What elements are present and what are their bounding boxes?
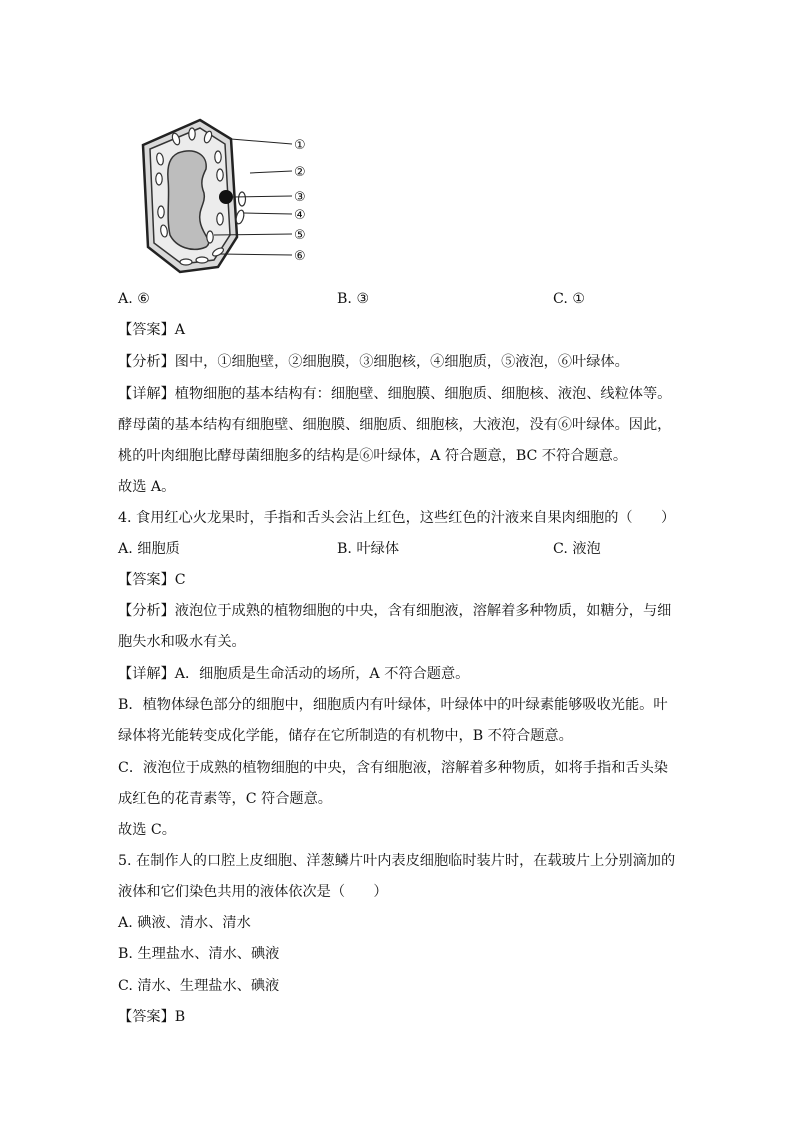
- leader-line-2: [250, 171, 292, 173]
- q5-answer: 【答案】B: [118, 1009, 186, 1025]
- q5-option-b: B. 生理盐水、清水、碘液: [118, 946, 280, 962]
- q4-detail-line-5: 成红色的花青素等，C 符合题意。: [118, 791, 332, 807]
- q3-option-b: B. ③: [337, 291, 370, 307]
- q3-detail-line-1: 【详解】植物细胞的基本结构有：细胞壁、细胞膜、细胞质、细胞核、液泡、线粒体等。: [118, 386, 672, 402]
- q4-option-a: A. 细胞质: [118, 541, 180, 557]
- q3-detail-line-3: 桃的叶肉细胞比酵母菌细胞多的结构是⑥叶绿体，A 符合题意，BC 不符合题意。: [118, 448, 628, 464]
- chloroplast: [239, 192, 246, 206]
- q4-detail-line-4: C．液泡位于成熟的植物细胞的中央，含有细胞液，溶解着多种物质，如将手指和舌头染: [118, 760, 668, 776]
- q4-answer: 【答案】C: [118, 572, 186, 588]
- q5-question-line-2: 液体和它们染色共用的液体依次是（ ）: [118, 884, 388, 900]
- chloroplast: [180, 259, 192, 265]
- q4-option-b: B. 叶绿体: [337, 541, 400, 557]
- chloroplast: [217, 169, 223, 181]
- leader-line-6: [220, 254, 292, 255]
- q3-option-c: C. ①: [553, 291, 586, 307]
- figure-label-6: ⑥: [294, 249, 306, 264]
- figure-label-2: ②: [294, 165, 306, 180]
- chloroplast: [217, 213, 223, 225]
- figure-label-3: ③: [294, 190, 306, 205]
- plant-cell-diagram: [140, 117, 340, 277]
- figure-label-1: ①: [294, 138, 306, 153]
- chloroplast: [158, 206, 164, 218]
- q3-analysis: 【分析】图中，①细胞壁，②细胞膜，③细胞核，④细胞质，⑤液泡，⑥叶绿体。: [118, 354, 629, 370]
- q3-option-a: A. ⑥: [118, 291, 150, 307]
- q5-option-c: C. 清水、生理盐水、碘液: [118, 978, 280, 994]
- nucleus: [219, 190, 233, 204]
- q3-answer: 【答案】A: [118, 322, 185, 338]
- q4-conclusion: 故选 C。: [118, 822, 176, 838]
- chloroplast: [215, 151, 221, 163]
- vacuole: [168, 151, 209, 249]
- q4-question: 4. 食用红心火龙果时，手指和舌头会沾上红色，这些红色的汁液来自果肉细胞的（ ）: [118, 510, 676, 526]
- figure-label-4: ④: [294, 208, 306, 223]
- q4-detail-line-1: 【详解】A．细胞质是生命活动的场所，A 不符合题意。: [118, 666, 470, 682]
- chloroplast: [207, 231, 213, 243]
- q4-option-c: C. 液泡: [553, 541, 601, 557]
- chloroplast: [196, 257, 208, 263]
- leader-line-1: [231, 139, 292, 144]
- q4-detail-line-2: B．植物体绿色部分的细胞中，细胞质内有叶绿体，叶绿体中的叶绿素能够吸收光能。叶: [118, 697, 668, 713]
- q3-conclusion: 故选 A。: [118, 479, 176, 495]
- leader-line-4: [244, 213, 292, 214]
- chloroplast: [189, 128, 195, 140]
- q4-analysis-line-1: 【分析】液泡位于成熟的植物细胞的中央，含有细胞液，溶解着多种物质，如糖分，与细: [118, 603, 672, 619]
- chloroplast: [156, 173, 162, 185]
- figure-label-5: ⑤: [294, 228, 306, 243]
- q4-analysis-line-2: 胞失水和吸水有关。: [118, 634, 246, 650]
- q4-detail-line-3: 绿体将光能转变成化学能，储存在它所制造的有机物中，B 不符合题意。: [118, 728, 573, 744]
- q3-detail-line-2: 酵母菌的基本结构有细胞壁、细胞膜、细胞质、细胞核，大液泡，没有⑥叶绿体。因此，: [118, 417, 672, 433]
- q5-question-line-1: 5. 在制作人的口腔上皮细胞、洋葱鳞片叶内表皮细胞临时装片时，在载玻片上分别滴加的: [118, 853, 676, 869]
- q5-option-a: A. 碘液、清水、清水: [118, 915, 251, 931]
